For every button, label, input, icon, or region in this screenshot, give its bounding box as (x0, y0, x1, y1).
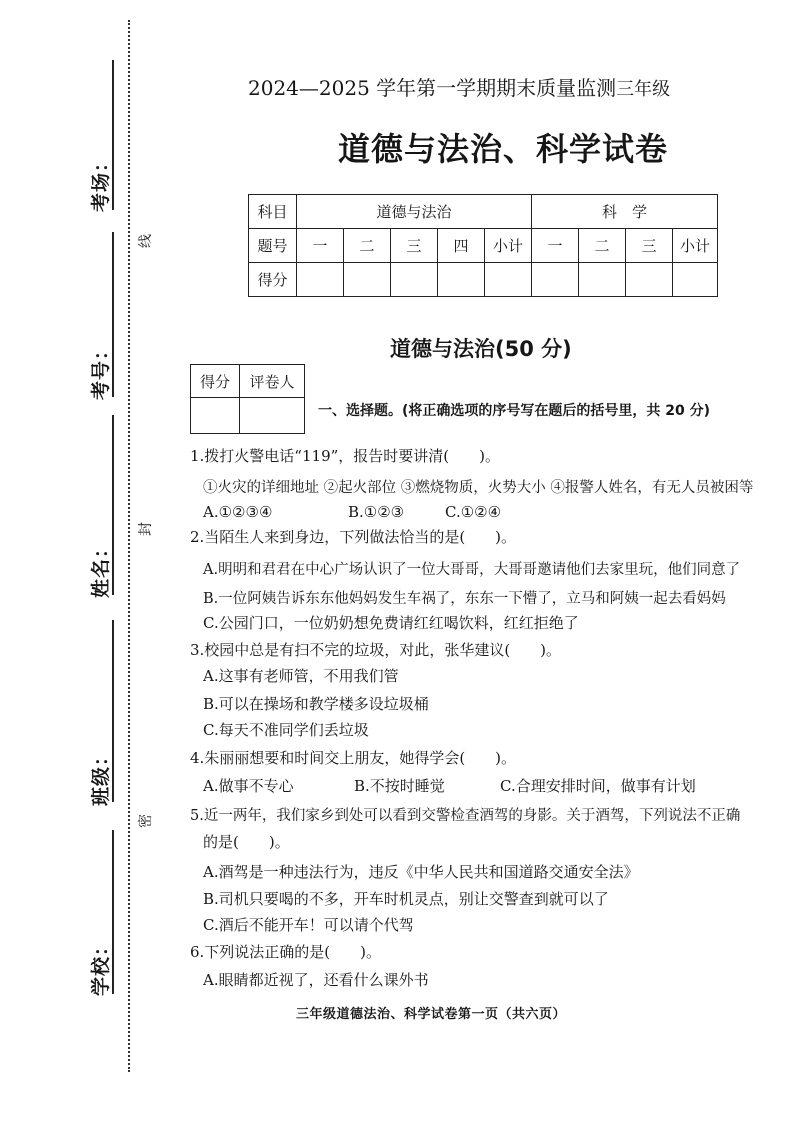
exam-title: 道德与法治、科学试卷 (338, 130, 669, 168)
binding-mark-secret: 密 (138, 814, 154, 828)
question-1-option-a: A.①②③④ (203, 503, 273, 521)
school-line (112, 830, 114, 994)
question-5-option-c: C.酒后不能开车！可以请个代驾 (203, 916, 414, 934)
score-input-cell[interactable] (485, 263, 532, 297)
grader-score-label: 得分 (191, 365, 240, 398)
exam-number-line (112, 232, 114, 397)
score-input-cell[interactable] (391, 263, 438, 297)
score-table (248, 194, 718, 297)
score-input-cell[interactable] (673, 263, 718, 297)
question-4: 4.朱丽丽想要和时间交上朋友，她得学会( )。 (190, 749, 517, 767)
question-6: 6.下列说法正确的是( )。 (190, 943, 382, 961)
number-cell: 三 (391, 229, 438, 263)
question-1-option-b: B.①②③ (348, 503, 405, 521)
question-3-option-b: B.可以在操场和教学楼多设垃圾桶 (203, 695, 429, 713)
score-table-row (249, 229, 718, 263)
question-5-option-b: B.司机只要喝的不多，开车时机灵点，别让交警查到就可以了 (203, 890, 609, 908)
score-input-cell[interactable] (579, 263, 626, 297)
page-footer: 三年级道德法治、科学试卷第一页（共六页） (296, 1007, 567, 1022)
question-1-option-c: C.①②④ (445, 503, 502, 521)
question-2: 2.当陌生人来到身边，下列做法恰当的是( )。 (190, 528, 517, 546)
number-cell: 二 (344, 229, 391, 263)
question-2-option-c: C.公园门口，一位奶奶想免费请红红喝饮料，红红拒绝了 (203, 614, 579, 632)
grader-table-row (191, 398, 305, 434)
number-cell: 三 (626, 229, 673, 263)
score-table-row (249, 263, 718, 297)
grader-table-row (191, 365, 305, 398)
score-input-cell[interactable] (532, 263, 579, 297)
part-one-title: 一、选择题。(将正确选项的序号写在题后的括号里，共 20 分) (318, 403, 711, 419)
score-input-cell[interactable] (626, 263, 673, 297)
exam-room-label: 考场： (90, 151, 112, 212)
question-4-option-a: A.做事不专心 (203, 777, 294, 795)
score-table-row (249, 195, 718, 229)
number-cell: 小计 (673, 229, 718, 263)
exam-year: 2024—2025 学年第一学期期末质量监测 (248, 76, 617, 100)
score-input-cell[interactable] (344, 263, 391, 297)
question-4-option-b: B.不按时睡觉 (354, 777, 445, 795)
subject-label-cell: 科目 (249, 195, 297, 229)
grader-name-cell[interactable] (240, 398, 305, 434)
score-input-cell[interactable] (438, 263, 485, 297)
question-5: 5.近一两年，我们家乡到处可以看到交警检查酒驾的身影。关于酒驾，下列说法不正确 (190, 808, 741, 824)
number-cell: 一 (297, 229, 344, 263)
number-label-cell: 题号 (249, 229, 297, 263)
score-input-cell[interactable] (297, 263, 344, 297)
number-cell: 二 (579, 229, 626, 263)
question-2-option-b: B.一位阿姨告诉东东他妈妈发生车祸了，东东一下懵了，立马和阿姨一起去看妈妈 (203, 591, 726, 607)
question-1-items: ①火灾的详细地址 ②起火部位 ③燃烧物质，火势大小 ④报警人姓名，有无人员被困等 (203, 480, 754, 496)
question-6-option-a: A.眼睛都近视了，还看什么课外书 (203, 971, 429, 989)
question-4-option-c: C.合理安排时间，做事有计划 (500, 777, 696, 795)
binding-mark-seal: 封 (138, 522, 154, 536)
grader-table (190, 364, 305, 434)
question-2-option-a: A.明明和君君在中心广场认识了一位大哥哥，大哥哥邀请他们去家里玩，他们同意了 (203, 562, 741, 578)
question-3: 3.校园中总是有扫不完的垃圾，对此，张华建议( )。 (190, 641, 562, 659)
name-label: 姓名： (90, 537, 112, 598)
subject-cell: 科 学 (532, 195, 718, 229)
exam-grade: 三年级 (616, 79, 671, 100)
binding-mark-line: 线 (138, 234, 154, 248)
class-label: 班级： (90, 745, 112, 806)
subject-cell: 道德与法治 (297, 195, 532, 229)
exam-room-line (112, 60, 114, 210)
grader-name-label: 评卷人 (240, 365, 305, 398)
exam-header (248, 72, 670, 101)
score-label-cell: 得分 (249, 263, 297, 297)
question-5-option-a: A.酒驾是一种违法行为，违反《中华人民共和国道路交通安全法》 (203, 863, 639, 881)
grader-score-cell[interactable] (191, 398, 240, 434)
binding-dotted-line (128, 20, 130, 1072)
question-1: 1.拨打火警电话“119”，报告时要讲清( )。 (190, 447, 500, 465)
class-line (112, 620, 114, 802)
question-3-option-a: A.这事有老师管，不用我们管 (203, 667, 399, 685)
number-cell: 一 (532, 229, 579, 263)
exam-number-label: 考号： (90, 339, 112, 400)
number-cell: 小计 (485, 229, 532, 263)
question-3-option-c: C.每天不准同学们丢垃圾 (203, 721, 369, 739)
number-cell: 四 (438, 229, 485, 263)
section-title: 道德与法治(50 分) (390, 337, 572, 361)
school-label: 学校： (90, 935, 112, 996)
question-5-continued: 的是( )。 (203, 833, 290, 851)
name-line (112, 415, 114, 595)
